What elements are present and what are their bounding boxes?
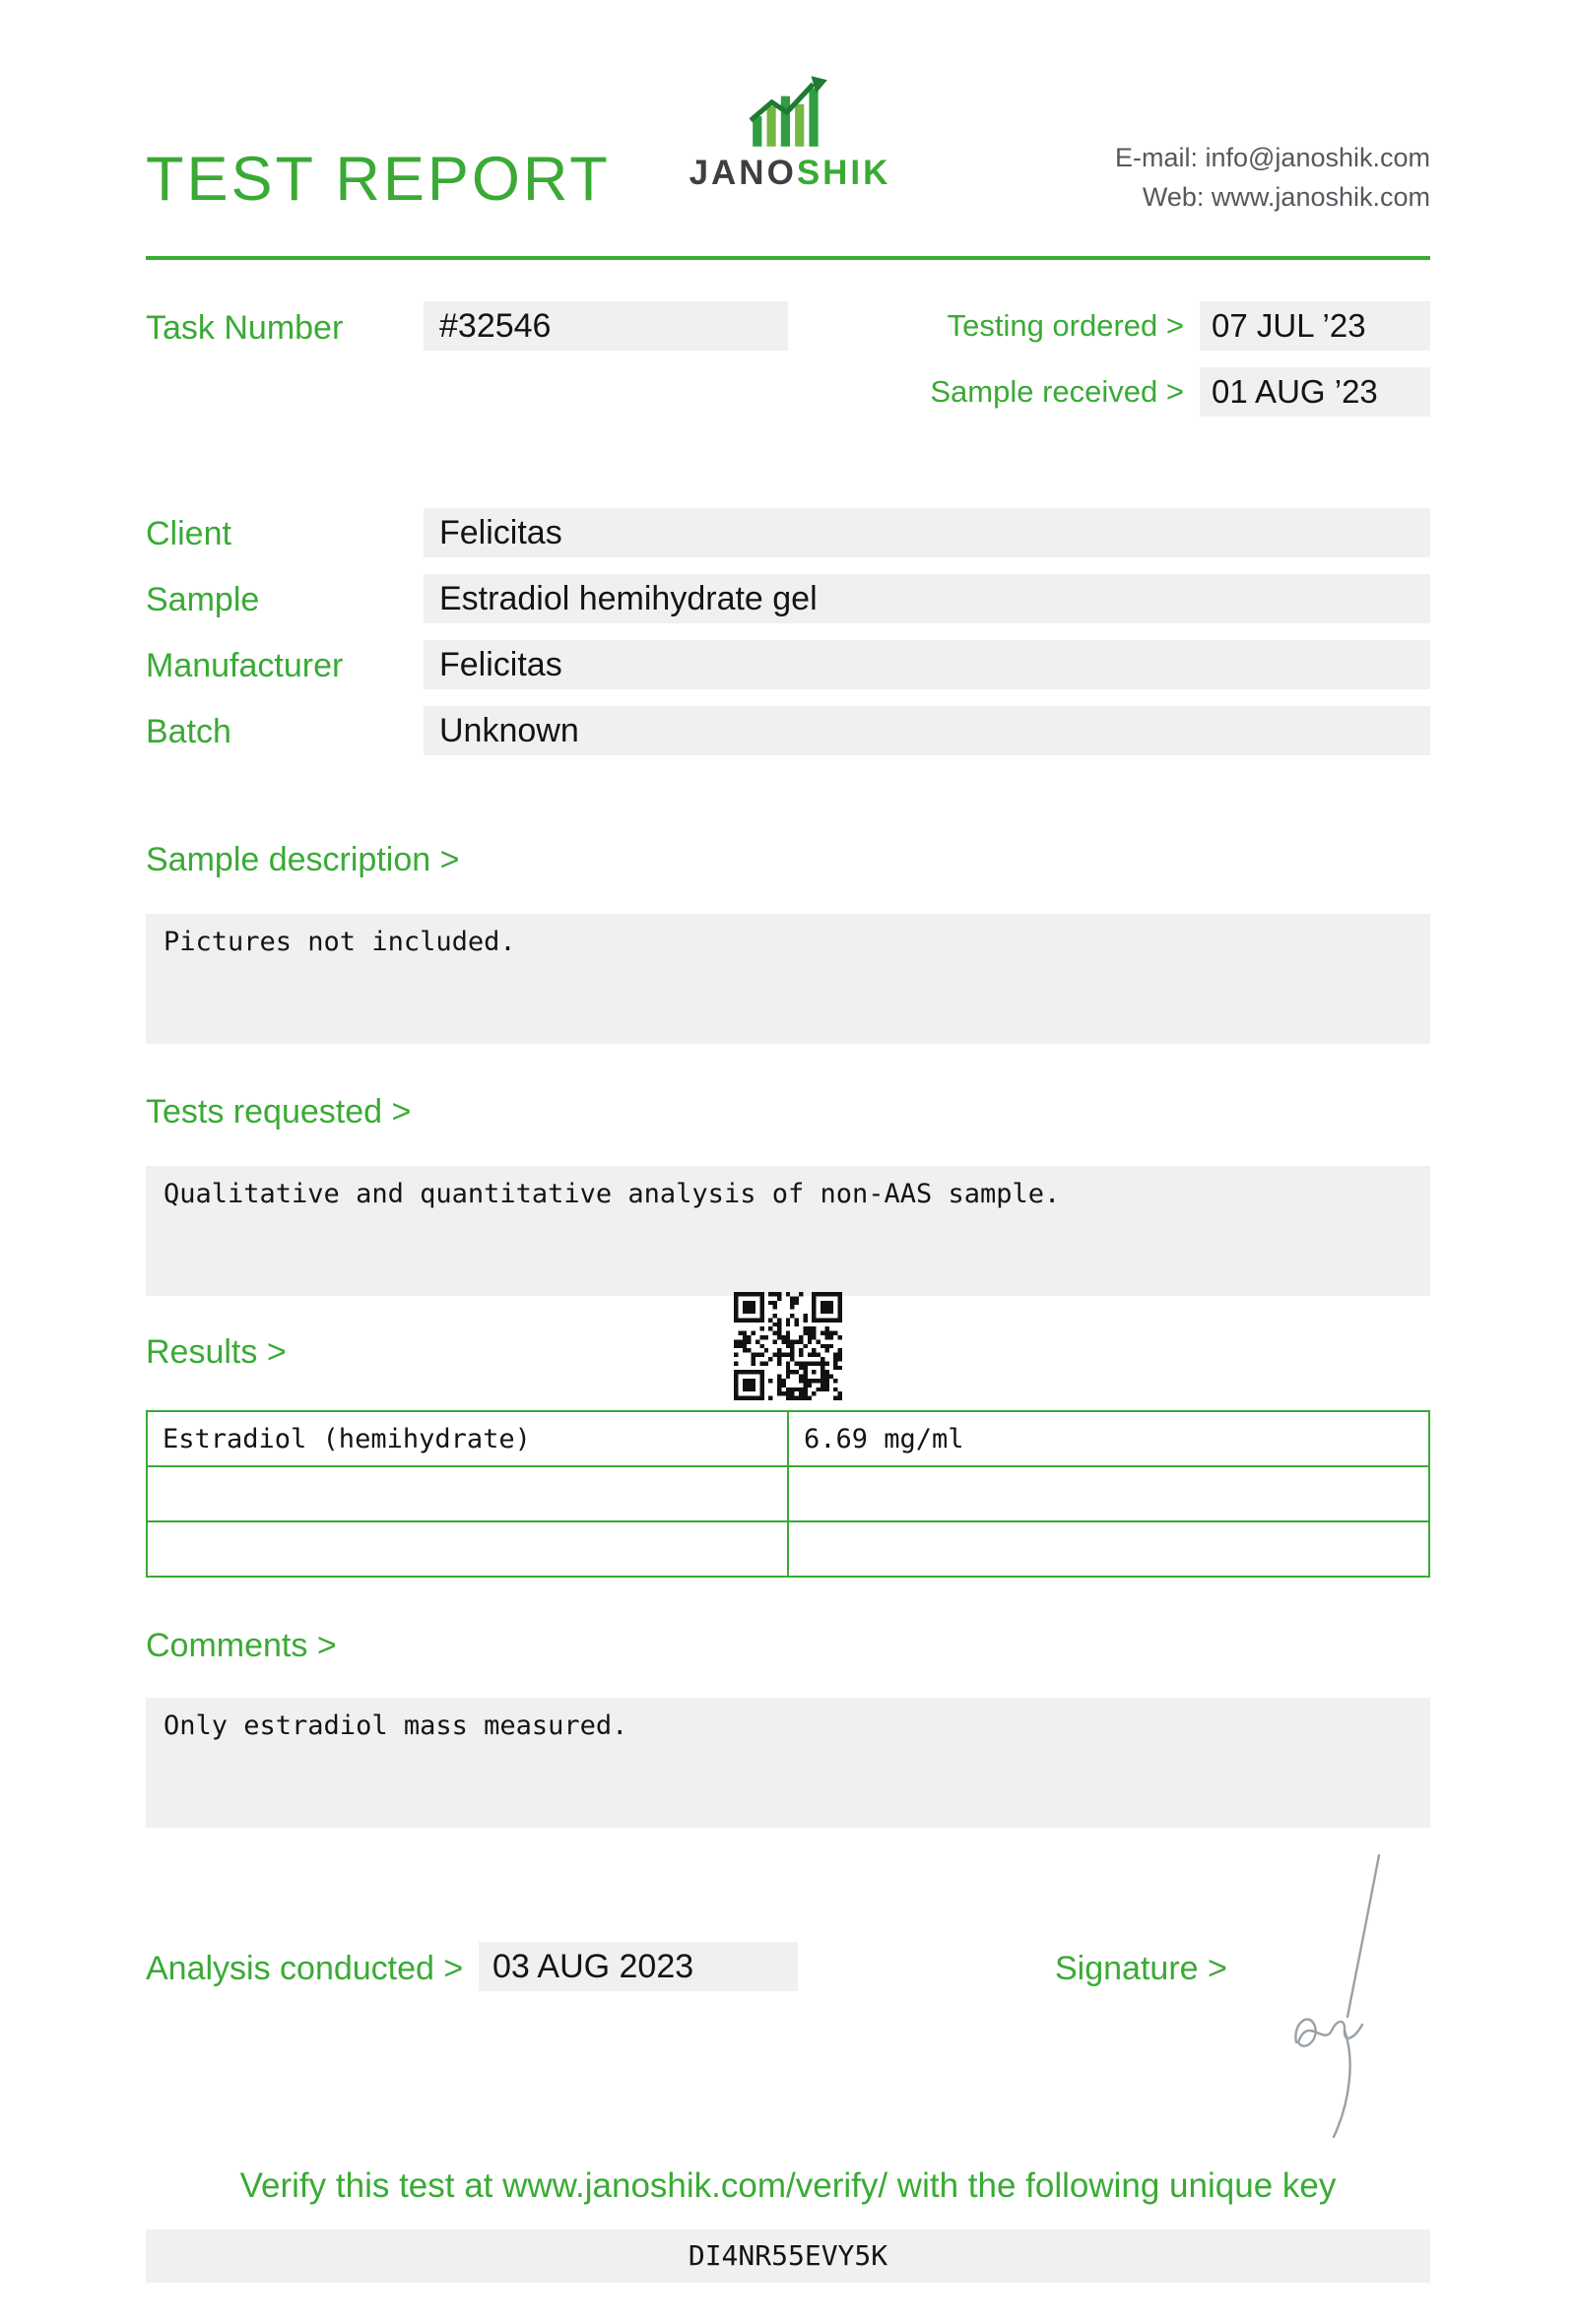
client-label: Client [146,515,231,552]
batch-value: Unknown [424,706,1430,755]
batch-row [146,706,1430,755]
analyte-cell: Estradiol (hemihydrate) [147,1411,788,1466]
signature-label: Signature > [1055,1950,1227,1987]
signature-image [1269,1849,1416,2145]
sample-value: Estradiol hemihydrate gel [424,574,1430,623]
web-value: www.janoshik.com [1211,182,1430,212]
sample-received-date: 01 AUG ’23 [1200,367,1430,417]
header-divider [146,256,1430,260]
analysis-conducted-label: Analysis conducted > [146,1950,464,1987]
sample-description-heading: Sample description > [146,841,460,878]
sample-received-label: Sample received > [930,374,1184,409]
analysis-date-value: 03 AUG 2023 [479,1942,798,1991]
email-value: info@janoshik.com [1205,143,1430,172]
analyte-cell [147,1521,788,1577]
page-title: TEST REPORT [146,145,611,214]
unique-key-value: DI4NR55EVY5K [146,2229,1430,2283]
comments-box: Only estradiol mass measured. [146,1698,1430,1828]
qr-code-image [734,1292,842,1400]
comments-heading: Comments > [146,1627,337,1664]
manufacturer-value: Felicitas [424,640,1430,689]
bar-chart-logo-icon [745,73,835,152]
sample-description-box: Pictures not included. [146,914,1430,1044]
batch-label: Batch [146,713,231,750]
testing-ordered-date: 07 JUL ’23 [1200,301,1430,351]
contact-web-line [1115,177,1430,217]
logo-wordmark [678,154,902,193]
result-cell: 6.69 mg/ml [788,1411,1429,1466]
tests-requested-box: Qualitative and quantitative analysis of non-AAS sample. [146,1166,1430,1296]
client-value: Felicitas [424,508,1430,557]
logo-text-jano: JANO [689,154,797,192]
task-number-value: #32546 [424,301,788,351]
client-row [146,508,1430,557]
manufacturer-label: Manufacturer [146,647,344,684]
result-cell [788,1466,1429,1521]
logo-text-shik: SHIK [796,154,891,192]
web-label: Web: [1142,182,1205,212]
testing-ordered-row [930,301,1430,351]
manufacturer-row [146,640,1430,689]
dates-block [930,301,1430,417]
analyte-cell [147,1466,788,1521]
table-row [147,1466,1429,1521]
testing-ordered-label: Testing ordered > [947,308,1184,343]
results-table [146,1410,1430,1578]
janoshik-logo [678,73,902,193]
sample-received-row [930,367,1430,417]
sample-label: Sample [146,581,260,618]
results-heading: Results > [146,1333,287,1371]
contact-info [1115,138,1430,217]
tests-requested-heading: Tests requested > [146,1093,412,1130]
contact-email-line [1115,138,1430,177]
sample-row [146,574,1430,623]
table-row [147,1521,1429,1577]
result-cell [788,1521,1429,1577]
email-label: E-mail: [1114,143,1198,172]
task-number-label: Task Number [146,309,344,347]
table-row [147,1411,1429,1466]
verify-instruction: Verify this test at www.janoshik.com/verify/ with the following unique key [239,2166,1337,2205]
